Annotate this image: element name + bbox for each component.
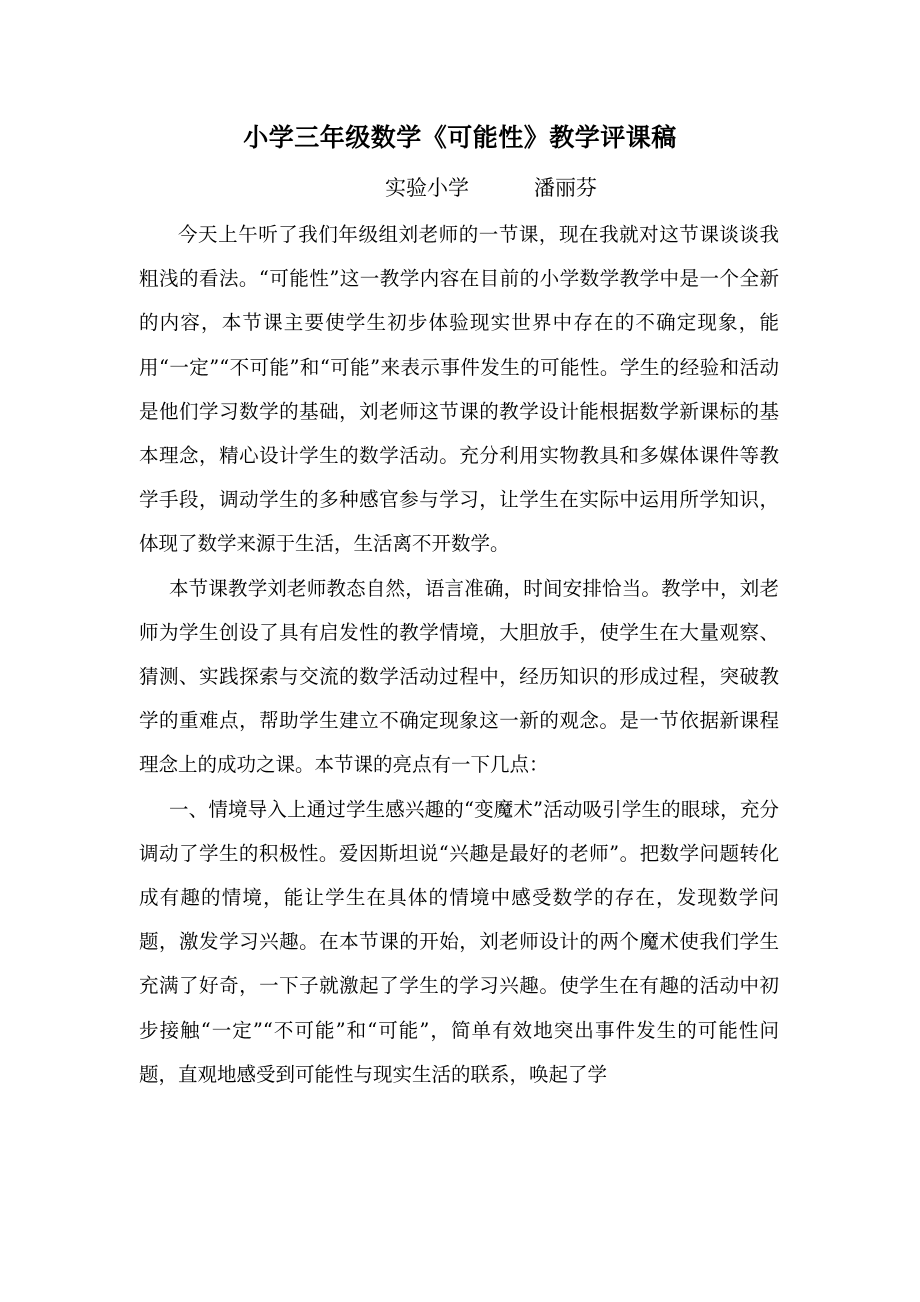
document-body [139,213,779,1097]
author-name: 潘丽芬 [534,176,597,200]
paragraph-3: 一、情境导入上通过学生感兴趣的“变魔术”活动吸引学生的眼球，充分调动了学生的积极性。爱因斯坦说“兴趣是最好的老师”。把数学问题转化成有趣的情境，能让学生在具体的情境中感受数学的存在，发现数学问题，激发学习兴趣。在本节课的开始，刘老师设计的两个魔术使我们学生充满了好奇，一下子就激起了学生的学习兴趣。使学生在有趣的活动中初步接触“一定”“不可能”和“可能”，简单有效地突出事件发生的可能性问题，直观地感受到可能性与现实生活的联系，唤起了学 [139,797,779,1086]
document-title: 小学三年级数学《可能性》教学评课稿 [243,123,677,152]
paragraph-1: 今天上午听了我们年级组刘老师的一节课，现在我就对这节课谈谈我粗浅的看法。“可能性”这一教学内容在目前的小学数学教学中是一个全新的内容，本节课主要使学生初步体验现实世界中存在的不确定现象，能用“一定”“不可能”和“可能”来表示事件发生的可能性。学生的经验和活动是他们学习数学的基础，刘老师这节课的教学设计能根据数学新课标的基本理念，精心设计学生的数学活动。充分利用实物教具和多媒体课件等教学手段，调动学生的多种感官参与学习，让学生在实际中运用所学知识，体现了数学来源于生活，生活离不开数学。 [139,223,779,556]
school-name: 实验小学 [385,176,469,200]
paragraph-2: 本节课教学刘老师教态自然，语言准确，时间安排恰当。教学中，刘老师为学生创设了具有启发性的教学情境，大胆放手，使学生在大量观察、猜测、实践探索与交流的数学活动过程中，经历知识的形成过程，突破教学的重难点，帮助学生建立不确定现象这一新的观念。是一节依据新课程理念上的成功之课。本节课的亮点有一下几点： [139,576,779,777]
byline [0,168,920,208]
